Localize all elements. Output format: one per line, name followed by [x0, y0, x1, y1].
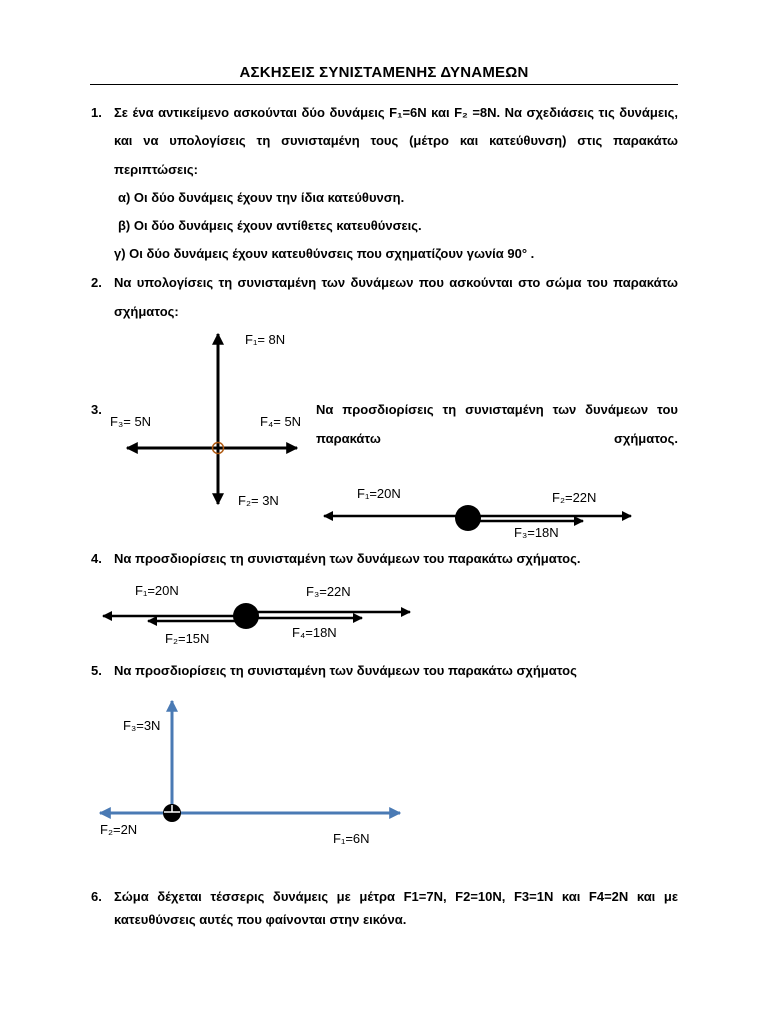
q5-label-f2: F₂=2N — [100, 822, 138, 837]
q1-number: 1. — [91, 105, 102, 120]
q3-line2-right: σχήματος. — [613, 431, 678, 446]
q2-label-f4: F₄= 5N — [260, 414, 302, 429]
q5-number: 5. — [91, 663, 102, 678]
q1-case-a: α) Οι δύο δυνάμεις έχουν την ίδια κατεύθυνση. — [118, 190, 405, 205]
q5-line1: Να προσδιορίσεις τη συνισταμένη των δυνάμεων του παρακάτω σχήματος — [114, 663, 577, 678]
q5-label-f3: F₃=3N — [123, 718, 161, 733]
q2-line1: Να υπολογίσεις τη συνισταμένη των δυνάμεων που ασκούνται στο σώμα του παρακάτω — [114, 275, 678, 290]
q4-force-diagram — [103, 603, 410, 629]
q2-line2: σχήματος: — [114, 304, 179, 319]
q4-label-f3: F₃=22N — [306, 584, 351, 599]
q3-label-f3: F₃=18N — [514, 525, 559, 540]
q3-number: 3. — [91, 402, 102, 417]
q4-label-f4: F₄=18N — [292, 625, 337, 640]
q2-label-f2: F₂= 3N — [238, 493, 279, 508]
q1-line3: περιπτώσεις: — [114, 162, 198, 177]
q6-line1: Σώμα δέχεται τέσσερις δυνάμεις με μέτρα F1=7N, F2=10N, F3=1N και F4=2N και με — [114, 889, 678, 904]
q1-line2: και να υπολογίσεις τη συνισταμένη τους (μέτρο και κατεύθυνση) στις παρακάτω — [114, 133, 678, 148]
q1-line1: Σε ένα αντικείμενο ασκούνται δύο δυνάμεις F₁=6N και F₂ =8N. Να σχεδιάσεις τις δυνάμεις, — [114, 105, 678, 120]
q3-line1: Να προσδιορίσεις τη συνισταμένη των δυνάμεων του — [316, 402, 678, 417]
q3-body — [455, 505, 481, 531]
q1-case-b: β) Οι δύο δυνάμεις έχουν αντίθετες κατευθύνσεις. — [118, 218, 422, 233]
q4-line1: Να προσδιορίσεις τη συνισταμένη των δυνάμεων του παρακάτω σχήματος. — [114, 551, 581, 566]
q6-number: 6. — [91, 889, 102, 904]
q3-force-diagram — [324, 505, 631, 531]
q6-line2: κατευθύνσεις αυτές που φαίνονται στην εικόνα. — [114, 912, 407, 927]
q2-number: 2. — [91, 275, 102, 290]
q4-number: 4. — [91, 551, 102, 566]
page-title: ΑΣΚΗΣΕΙΣ ΣΥΝΙΣΤΑΜΕΝΗΣ ΔΥΝΑΜΕΩΝ — [239, 64, 529, 81]
q5-label-f1: F₁=6N — [333, 831, 370, 846]
q3-label-f2: F₂=22N — [552, 490, 597, 505]
q4-body — [233, 603, 259, 629]
q3-label-f1: F₁=20N — [357, 486, 401, 501]
q2-label-f1: F₁= 8N — [245, 332, 286, 347]
q3-line2-left: παρακάτω — [316, 431, 381, 446]
q1-case-c: γ) Οι δύο δυνάμεις έχουν κατευθύνσεις που σχηματίζουν γωνία 90° . — [114, 246, 535, 261]
q2-label-f3: F₃= 5N — [110, 414, 152, 429]
q4-label-f2: F₂=15N — [165, 631, 210, 646]
q4-label-f1: F₁=20N — [135, 583, 179, 598]
